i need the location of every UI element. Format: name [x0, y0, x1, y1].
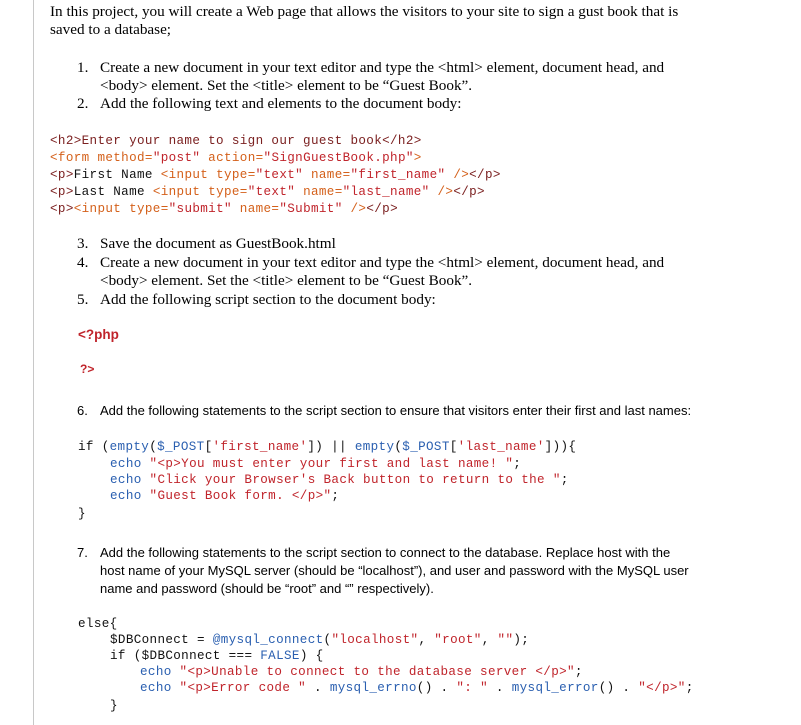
- echo-string: "<p>Error code ": [179, 681, 307, 695]
- form-action-value: "SignGuestBook.php": [263, 151, 414, 165]
- password-string: "": [497, 633, 514, 647]
- mysql-connect-func: @mysql_connect: [212, 633, 324, 647]
- step-1-number: 1.: [77, 59, 89, 76]
- php-close-tag: ?>: [80, 362, 95, 376]
- open-brace: ) {: [299, 649, 324, 663]
- code7-line-4: [140, 664, 583, 680]
- input-tag: <input type=: [160, 168, 256, 182]
- dbconnect-var: $DBConnect: [110, 633, 190, 647]
- step-7-line-1: Add the following statements to the script section to connect to the database. Replace host with the: [100, 545, 671, 560]
- step-7-line-3: name and password (should be “root” and “” respectively).: [100, 581, 434, 596]
- post-var: $_POST: [402, 440, 450, 454]
- echo-keyword: echo: [140, 681, 180, 695]
- step-5-number: 5.: [77, 291, 89, 308]
- paren: (: [394, 440, 403, 454]
- input-type-value: "text": [247, 185, 296, 199]
- step-3-line-1: Save the document as GuestBook.html: [100, 235, 336, 252]
- code6-line-4: [110, 488, 339, 504]
- semicolon: ;: [560, 473, 569, 487]
- first-name-key: 'first_name': [212, 440, 308, 454]
- step-4-line-2: <body> element. Set the <title> element to be “Guest Book”.: [100, 272, 473, 289]
- p-open: <p>: [50, 202, 74, 216]
- input-close: />: [445, 168, 470, 182]
- mysql-error-func: mysql_error: [511, 681, 599, 695]
- dbconnect-var: $DBConnect: [141, 649, 221, 663]
- input-name-value: "first_name": [350, 168, 446, 182]
- if-keyword: if (: [110, 649, 142, 663]
- mysql-errno-func: mysql_errno: [329, 681, 417, 695]
- h2-tag: <h2>Enter your name to sign our guest book</h2>: [50, 134, 422, 148]
- separator-string: ": ": [456, 681, 488, 695]
- code6-line-1: [78, 439, 576, 455]
- identity-operator: ===: [220, 649, 261, 663]
- user-string: "root": [434, 633, 482, 647]
- comma: ,: [481, 633, 498, 647]
- false-constant: FALSE: [260, 649, 300, 663]
- page-left-edge: [33, 0, 34, 725]
- code-line-form: [50, 150, 422, 166]
- input-close: />: [342, 202, 367, 216]
- p-open: <p>: [50, 168, 74, 182]
- form-tag-open: <form method=: [50, 151, 153, 165]
- step-1-line-2: <body> element. Set the <title> element to be “Guest Book”.: [100, 77, 473, 94]
- bracket: [: [449, 440, 458, 454]
- p-close: </p>: [453, 185, 485, 199]
- input-name-value: "Submit": [279, 202, 343, 216]
- code-line-last-name: [50, 184, 485, 200]
- p-close: </p>: [366, 202, 398, 216]
- comma: ,: [418, 633, 435, 647]
- concat: .: [487, 681, 512, 695]
- input-name-value: "last_name": [342, 185, 430, 199]
- post-var: $_POST: [157, 440, 205, 454]
- empty-func: empty: [109, 440, 150, 454]
- bracket: [: [204, 440, 213, 454]
- step-3-number: 3.: [77, 235, 89, 252]
- input-name-attr: name=: [295, 185, 343, 199]
- code-line-h2: [50, 133, 422, 149]
- code-line-first-name: [50, 167, 501, 183]
- code6-line-5: }: [78, 507, 86, 521]
- paren: (: [323, 633, 332, 647]
- code7-line-2: [110, 632, 529, 648]
- if-keyword: if (: [78, 440, 110, 454]
- concat: .: [306, 681, 330, 695]
- php-open-tag: <?php: [78, 327, 119, 342]
- step-2-line-1: Add the following text and elements to the document body:: [100, 95, 462, 112]
- input-tag: <input type=: [152, 185, 248, 199]
- first-name-text: First Name: [73, 168, 161, 182]
- step-1-line-1: Create a new document in your text editor and type the <html> element, document head, and: [100, 59, 665, 76]
- input-name-attr: name=: [303, 168, 351, 182]
- code7-line-3: [110, 648, 324, 664]
- intro-line-1: In this project, you will create a Web page that allows the visitors to your site to sign a gust book that is: [50, 3, 679, 20]
- code7-line-6: }: [110, 699, 118, 713]
- assign: =: [189, 633, 213, 647]
- semicolon: ;: [331, 489, 340, 503]
- form-tag-close: >: [413, 151, 422, 165]
- form-method-value: "post": [152, 151, 201, 165]
- echo-string: "<p>You must enter your first and last name! ": [149, 457, 514, 471]
- step-4-line-1: Create a new document in your text editor and type the <html> element, document head, and: [100, 254, 665, 271]
- form-action-attr: action=: [200, 151, 264, 165]
- paren: (: [149, 440, 158, 454]
- close-brace: ])){: [544, 440, 577, 454]
- code7-line-5: [140, 680, 694, 696]
- input-type-value: "submit": [168, 202, 232, 216]
- last-name-text: Last Name: [73, 185, 153, 199]
- concat: () .: [416, 681, 457, 695]
- echo-string: "<p>Unable to connect to the database server </p>": [179, 665, 575, 679]
- semicolon: ;: [513, 457, 522, 471]
- or-operator: ]) ||: [307, 440, 355, 454]
- close-paren: );: [513, 633, 530, 647]
- step-6-number: 6.: [77, 403, 88, 418]
- code7-line-1: else{: [78, 617, 118, 631]
- echo-keyword: echo: [110, 489, 150, 503]
- p-open: <p>: [50, 185, 74, 199]
- empty-func: empty: [354, 440, 395, 454]
- step-4-number: 4.: [77, 254, 89, 271]
- input-name-attr: name=: [231, 202, 280, 216]
- input-type-value: "text": [255, 168, 304, 182]
- code6-line-3: [110, 472, 569, 488]
- step-5-line-1: Add the following script section to the document body:: [100, 291, 436, 308]
- p-close: </p>: [469, 168, 501, 182]
- intro-line-2: saved to a database;: [50, 21, 172, 38]
- semicolon: ;: [685, 681, 694, 695]
- last-name-key: 'last_name': [457, 440, 545, 454]
- echo-keyword: echo: [110, 457, 150, 471]
- concat: () .: [598, 681, 639, 695]
- step-7-number: 7.: [77, 545, 88, 560]
- semicolon: ;: [574, 665, 583, 679]
- input-close: />: [429, 185, 454, 199]
- input-tag: <input type=: [73, 202, 169, 216]
- step-6-text: Add the following statements to the script section to ensure that visitors enter their first and last names:: [100, 403, 692, 418]
- echo-string: "Guest Book form. </p>": [149, 489, 332, 503]
- code-line-submit: [50, 201, 398, 217]
- echo-keyword: echo: [140, 665, 180, 679]
- host-string: "localhost": [331, 633, 419, 647]
- code6-line-2: [110, 456, 521, 472]
- step-7-line-2: host name of your MySQL server (should be “localhost”), and user and password with the MySQL user: [100, 563, 689, 578]
- echo-string: "Click your Browser's Back button to return to the ": [149, 473, 561, 487]
- step-2-number: 2.: [77, 95, 89, 112]
- p-close-string: "</p>": [638, 681, 686, 695]
- echo-keyword: echo: [110, 473, 150, 487]
